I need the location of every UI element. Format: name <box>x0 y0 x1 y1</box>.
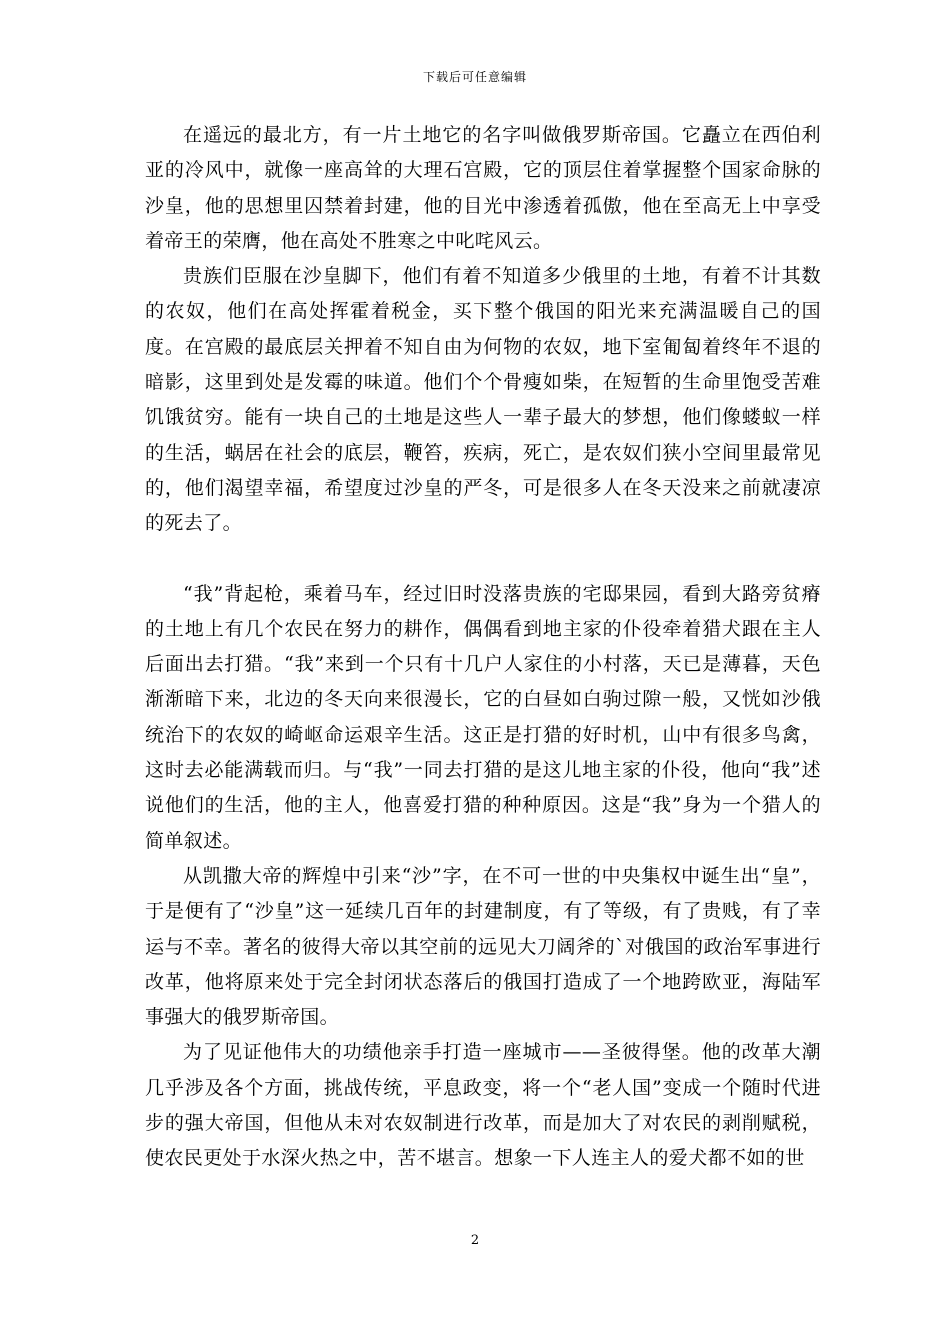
paragraph-hunter-narrative: “我”背起枪，乘着马车，经过旧时没落贵族的宅邸果园，看到大路旁贫瘠的土地上有几个农民在努力的耕作，偶偶看到地主家的仆役牵着猎犬跟在主人后面出去打猎。“我”来到一个只有十几户人家住的小村落，天已是薄暮，天色渐渐暗下来，北边的冬天向来很漫长，它的白昼如白驹过隙一般，又恍如沙俄统治下的农奴的崎岖命运艰辛生活。这正是打猎的好时机，山中有很多鸟禽，这时去必能满载而归。与“我”一同去打猎的是这儿地主家的仆役，他向“我”述说他们的生活，他的主人，他喜爱打猎的种种原因。这是“我”身为一个猎人的简单叙述。 <box>145 582 821 852</box>
paragraph-tsar-empire: 在遥远的最北方，有一片土地它的名字叫做俄罗斯帝国。它矗立在西伯利亚的冷风中，就像一座高耸的大理石宫殿，它的顶层住着掌握整个国家命脉的沙皇，他的思想里囚禁着封建，他的目光中渗透着孤傲，他在至高无上中享受着帝王的荣膺，他在高处不胜寒之中叱咤风云。 <box>145 124 821 252</box>
paragraph-tsar-origin: 从凯撒大帝的辉煌中引来“沙”字，在不可一世的中央集权中诞生出“皇”，于是便有了“沙皇”这一延续几百年的封建制度，有了等级，有了贵贱，有了幸运与不幸。著名的彼得大帝以其空前的远见大刀阔斧的`对俄国的政治军事进行改革，他将原来处于完全封闭状态落后的俄国打造成了一个地跨欧亚，海陆军事强大的俄罗斯帝国。 <box>145 864 821 1029</box>
document-body <box>145 118 821 1177</box>
paragraph-nobles-serfs: 贵族们臣服在沙皇脚下，他们有着不知道多少俄里的土地，有着不计其数的农奴，他们在高处挥霍着税金，买下整个俄国的阳光来充满温暖自己的国度。在宫殿的最底层关押着不知自由为何物的农奴，地下室匍匐着终年不退的暗影，这里到处是发霉的味道。他们个个骨瘦如柴，在短暂的生命里饱受苦难饥饿贫穷。能有一块自己的土地是这些人一辈子最大的梦想，他们像蝼蚁一样的生活，蜗居在社会的底层，鞭笞，疾病，死亡，是农奴们狭小空间里最常见的，他们渴望幸福，希望度过沙皇的严冬，可是很多人在冬天没来之前就凄凉的死去了。 <box>145 265 821 535</box>
page-number: 2 <box>470 1233 480 1248</box>
page-header: 下载后可任意编辑 <box>422 70 527 84</box>
paragraph-peter-reforms: 为了见证他伟大的功绩他亲手打造一座城市——圣彼得堡。他的改革大潮几乎涉及各个方面，挑战传统，平息政变，将一个“老人国”变成一个随时代进步的强大帝国，但他从未对农奴制进行改革，而是加大了对农民的剥削赋税，使农民更处于水深火热之中，苦不堪言。想象一下人连主人的爱犬都不如的世 <box>145 1041 821 1170</box>
